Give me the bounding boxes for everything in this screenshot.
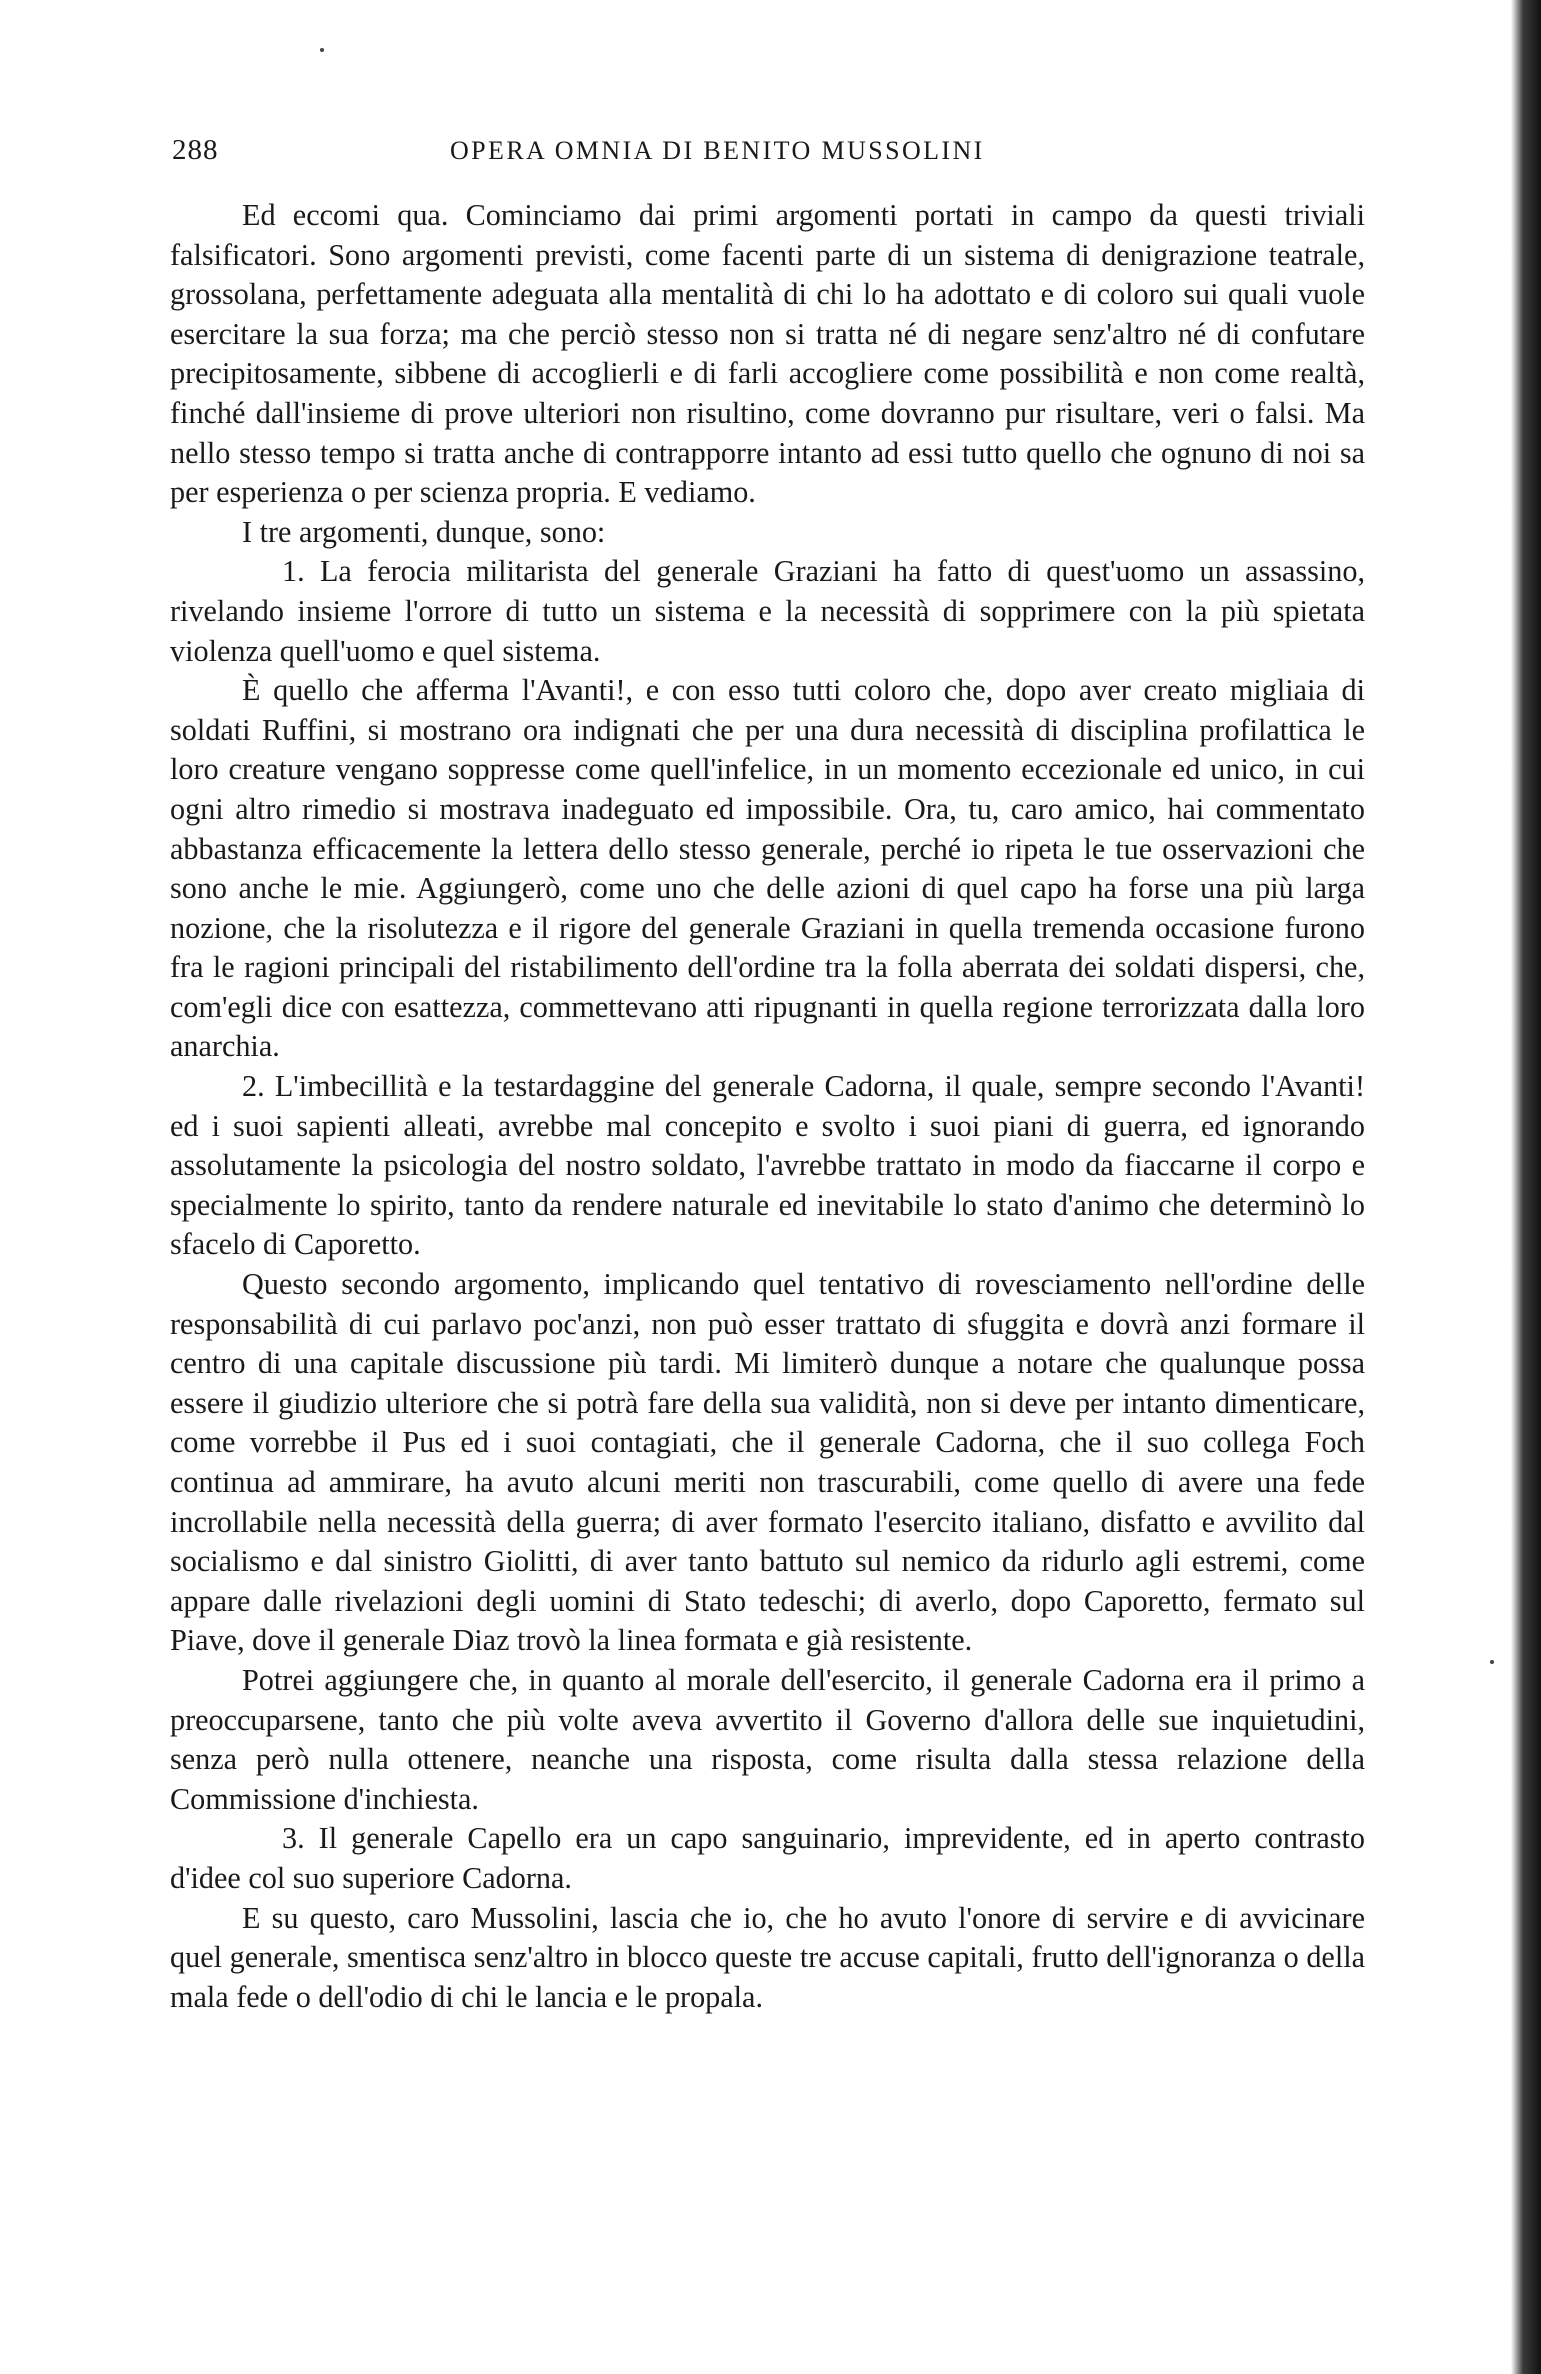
paragraph-graziani-response: È quello che afferma l'Avanti!, e con esso tutti coloro che, dopo aver creato migliaia di soldati Ruffini, si mostrano ora indignati che per una dura necessità di disciplina profilattica le loro creature vengano soppresse come quell'infelice, in un momento eccezionale ed unico, in cui ogni altro rimedio si mostrava inadeguato ed impossibile. Ora, tu, caro amico, hai commentato abbastanza efficacemente la lettera dello stesso generale, perché io ripeta le tue osservazioni che sono anche le mie. Aggiungerò, come uno che delle azioni di quel capo ha forse una più larga nozione, che la risolutezza e il rigore del generale Graziani in quella tremenda occasione furono fra le ragioni principali del ristabilimento dell'ordine tra la folla aberrata dei soldati dispersi, che, com'egli dice con esattezza, commettevano atti ripugnanti in quella regione terrorizzata dalla loro anarchia. (170, 673, 1365, 1064)
scan-speck (320, 48, 324, 52)
paragraph-cadorna-response: Questo secondo argomento, implicando quel tentativo di rovesciamento nell'ordine delle responsabilità di cui parlavo poc'anzi, non può esser trattato di sfuggita e dovrà anzi formare il centro di una capitale discussione più tardi. Mi limiterò dunque a notare che qualunque possa essere il giudizio ulteriore che si potrà fare della sua validità, non si deve per intanto dimenticare, come vorrebbe il Pus ed i suoi contagiati, che il generale Cadorna, che il suo collega Foch continua ad ammirare, ha avuto alcuni meriti non trascurabili, come quello di avere una fede incrollabile nella necessità della guerra; di aver formato l'esercito italiano, disfatto e avvilito dal socialismo e dal sinistro Giolitti, di aver tanto battuto sul nemico da ridurlo agli estremi, come appare dalle rivelazioni degli uomini di Stato tedeschi; di averlo, dopo Caporetto, fermato sul Piave, dove il generale Diaz trovò la linea formata e già resistente. (170, 1267, 1365, 1658)
paragraph-arguments-heading: I tre argomenti, dunque, sono: (242, 514, 606, 549)
scan-binding-edge (1511, 0, 1541, 2374)
body-text (170, 196, 1365, 2017)
page-header (172, 134, 1092, 174)
scan-speck (1490, 1660, 1494, 1664)
paragraph-morale: Potrei aggiungere che, in quanto al morale dell'esercito, il generale Cadorna era il primo a preoccuparsene, tanto che più volte aveva avvertito il Governo d'allora delle sue inquietudini, senza però nulla ottenere, neanche una risposta, come risulta dalla stessa relazione della Commissione d'inchiesta. (170, 1662, 1365, 1816)
page-number: 288 (172, 134, 219, 166)
paragraph-intro: Ed eccomi qua. Cominciamo dai primi argomenti portati in campo da questi triviali falsificatori. Sono argomenti previsti, come facenti parte di un sistema di denigrazione teatrale, grossolana, perfettamente adeguata alla mentalità di chi lo ha adottato e di coloro sui quali vuole esercitare la sua forza; ma che perciò stesso non si tratta né di negare senz'altro né di confutare precipitosamente, sibbene di accoglierli e di farli accogliere come possibilità e non come realtà, finché dall'insieme di prove ulteriori non risultino, come dovranno pur risultare, veri o falsi. Ma nello stesso tempo si tratta anche di contrapporre intanto ad essi tutto quello che ognuno di noi sa per esperienza o per scienza propria. E vediamo. (170, 198, 1365, 510)
paragraph-conclusion: E su questo, caro Mussolini, lascia che io, che ho avuto l'onore di servire e di avvicinare quel generale, smentisca senz'altro in blocco queste tre accuse capitali, frutto dell'ignoranza o della mala fede o dell'odio di chi le lancia e le propala. (170, 1900, 1365, 2014)
paragraph-argument-2: 2. L'imbecillità e la testardaggine del generale Cadorna, il quale, sempre secondo l'Avanti! ed i suoi sapienti alleati, avrebbe mal concepito e svolto i suoi piani di guerra, ed ignorando assolutamente la psicologia del nostro soldato, l'avrebbe trattato in modo da fiaccarne il corpo e specialmente lo spirito, tanto da rendere naturale ed inevitabile lo stato d'animo che determinò lo sfacelo di Caporetto. (170, 1069, 1365, 1262)
running-title: OPERA OMNIA DI BENITO MUSSOLINI (450, 136, 985, 165)
paragraph-argument-1: 1. La ferocia militarista del generale Graziani ha fatto di quest'uomo un assassino, rivelando insieme l'orrore di tutto un sistema e la necessità di sopprimere con la più spietata violenza quell'uomo e quel sistema. (170, 554, 1365, 668)
paragraph-argument-3: 3. Il generale Capello era un capo sanguinario, imprevidente, ed in aperto contrasto d'idee col suo superiore Cadorna. (170, 1821, 1365, 1895)
